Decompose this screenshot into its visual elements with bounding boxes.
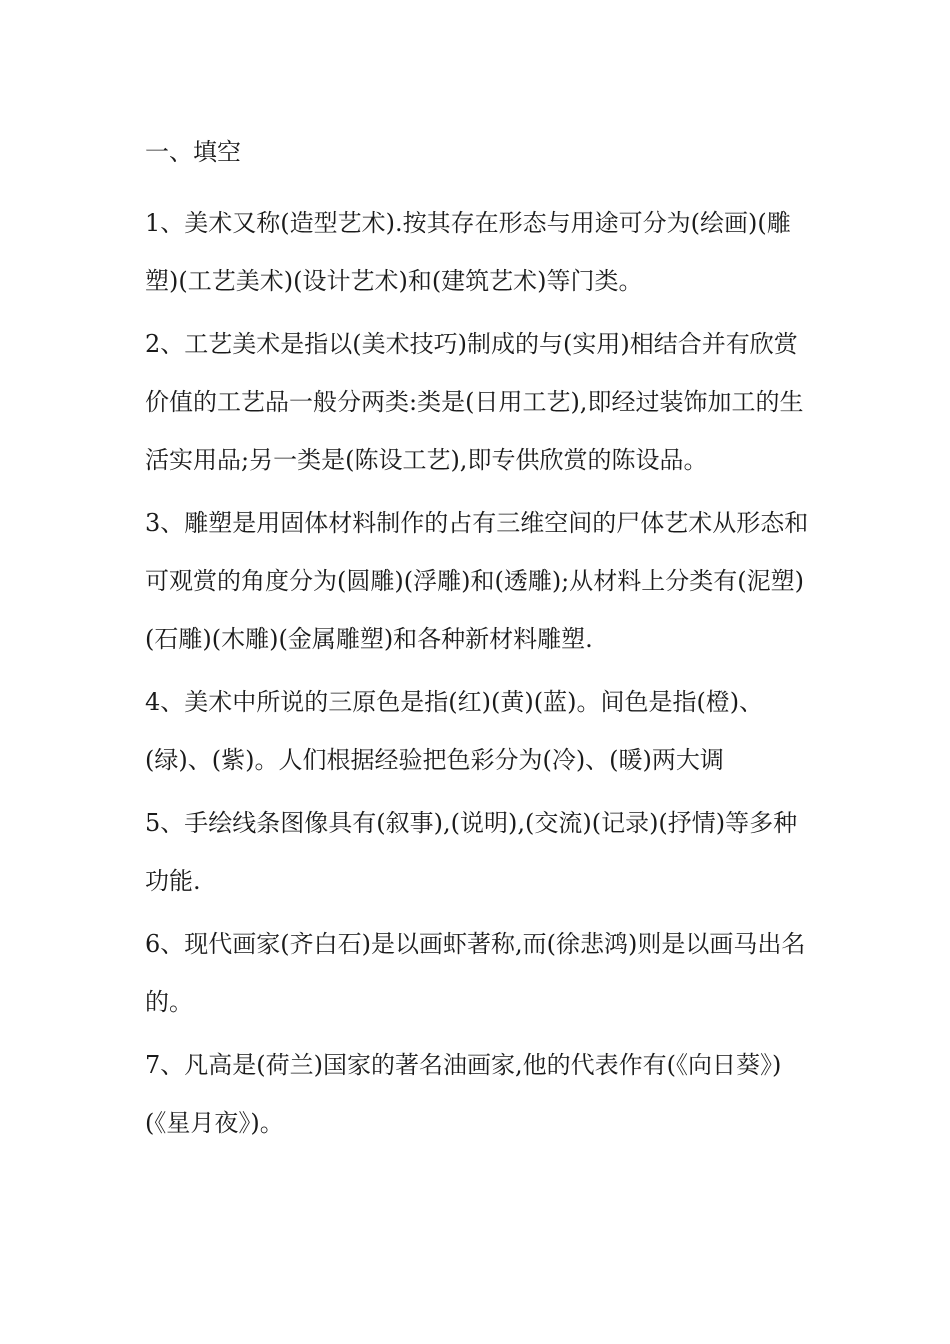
question-item-4: 4、美术中所说的三原色是指(红)(黄)(蓝)。间色是指(橙)、(绿)、(紫)。人们根据经验把色彩分为(冷)、(暖)两大调 bbox=[145, 688, 764, 774]
section-title: 一、填空 bbox=[145, 138, 241, 166]
question-item-7: 7、凡高是(荷兰)国家的著名油画家,他的代表作有(《向日葵》)(《星月夜》)。 bbox=[145, 1051, 782, 1137]
question-item-6: 6、现代画家(齐白石)是以画虾著称,而(徐悲鸿)则是以画马出名的。 bbox=[145, 930, 806, 1016]
question-item-5: 5、手绘线条图像具有(叙事),(说明),(交流)(记录)(抒情)等多种功能. bbox=[145, 809, 798, 895]
question-item-2: 2、工艺美术是指以(美术技巧)制成的与(实用)相结合并有欣赏价值的工艺品一般分两类:类是(日用工艺),即经过装饰加工的生活实用品;另一类是(陈设工艺),即专供欣赏的陈设品。 bbox=[145, 330, 804, 474]
document-body bbox=[145, 132, 810, 1157]
question-item-1: 1、美术又称(造型艺术).按其存在形态与用途可分为(绘画)(雕塑)(工艺美术)(设计艺术)和(建筑艺术)等门类。 bbox=[145, 209, 791, 295]
question-item-3: 3、雕塑是用固体材料制作的占有三维空间的尸体艺术从形态和可观赏的角度分为(圆雕)(浮雕)和(透雕);从材料上分类有(泥塑)(石雕)(木雕)(金属雕塑)和各种新材料雕塑. bbox=[145, 509, 809, 653]
